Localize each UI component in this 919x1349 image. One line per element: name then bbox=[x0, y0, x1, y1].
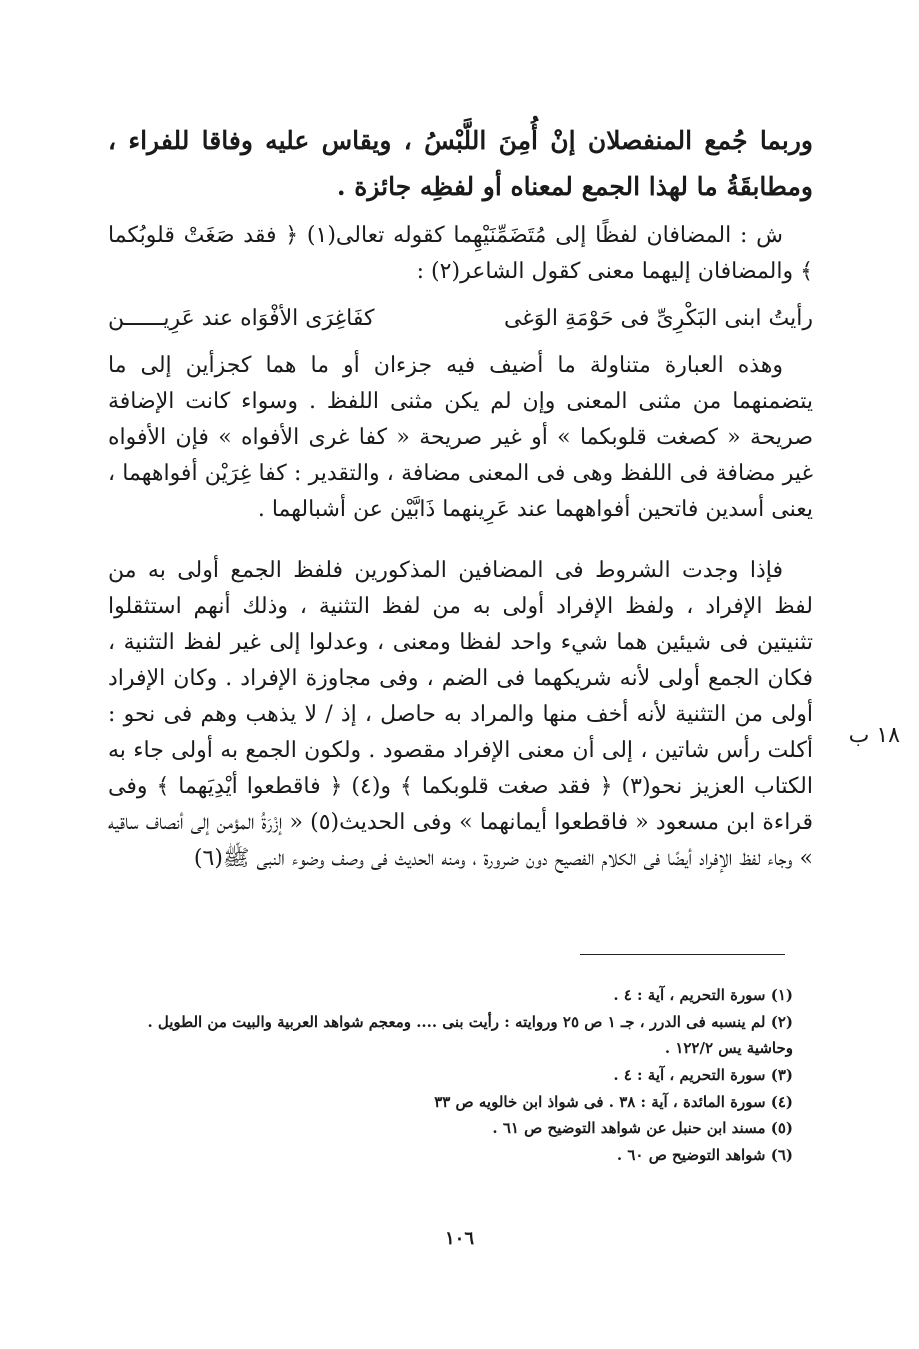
verse-second-hemistich: كفَاغِرَى الأفْوَاه عند عَرِيــــــن bbox=[108, 306, 375, 331]
footnote-separator bbox=[580, 954, 785, 955]
ibara-paragraph: وهذه العبارة متناولة ما أضيف فيه جزءان أو ما هما كجزأين إلى ما يتضمنهما من مثنى المعنى وإن لم يكن مثنى اللفظ . وسواء كانت الإضافة صريحة « كصغت قلوبكما » أو غير صريحة « كفا غرى الأفواه » فإن الأفواه غير مضافة فى اللفظ وهى فى المعنى مضافة ، والتقدير : كفا غِرَيْن أفواههما ، يعنى أسدين فاتحين أفواههما عند عَرِينهما ذَابَّيْن عن أشبالهما . bbox=[108, 353, 813, 522]
manuscript-folio-note: ١٨ ب bbox=[848, 723, 900, 748]
fa-idha-paragraph: فإذا وجدت الشروط فى المضافين المذكورين فلفظ الجمع أولى به من لفظ الإفراد ، ولفظ الإفراد أولى به من لفظ التثنية ، وذلك أنهم استثقلوا تثنيتين فى شيئين هما شيء واحد لفظا ومعنى ، وعدلوا إلى غير لفظ التثنية ، فكان الجمع أولى لأنه شريكهما فى الضم ، وفى مجاوزة الإفراد . وكان الإفراد أولى من التثنية لأنه أخف منها والمراد به حاصل ، إذ / لا يذهب وهم فى نحو : أكلت رأس شاتين ، إلى أن معنى الإفراد مقصود . ولكون الجمع به أولى جاء به الكتاب العزيز نحو(٣) ﴿ فقد صغت قلوبكما ﴾ و(٤) ﴿ فاقطعوا أيْدِيَهما ﴾ وفى قراءة ابن مسعود « فاقطعوا أيمانهما » وفى الحديث(٥) « إزْرَةُ المؤمن إلى أنصاف ساقيه » وجاء لفظ الإفراد أيضًا فى الكلام الفصيح دون ضرورة ، ومنه الحديث فى وصف وضوء النبى ﷺ(٦) bbox=[108, 558, 813, 871]
footnote-4: (٤) سورة المائدة ، آية : ٣٨ . فى شواذ ابن خالويه ص ٣٣ bbox=[434, 1093, 793, 1111]
sharh-paragraph: ش : المضافان لفظًا إلى مُتَضَمِّنَيْهِما كقوله تعالى(١) ﴿ فقد صَغَتْ قلوبُكما ﴾ والمضافان إليهما معنى كقول الشاعر(٢) : bbox=[108, 223, 813, 284]
verse-first-hemistich: رأيتُ ابنى البَكْرِىِّ فى حَوْمَةِ الوَغى bbox=[503, 306, 813, 331]
footnote-2: (٢) لم ينسبه فى الدرر ، جـ ١ ص ٢٥ وروايته : رأيت بنى .... ومعجم شواهد العربية والبيت من الطويل . bbox=[147, 1013, 793, 1031]
poetry-verse bbox=[108, 299, 813, 339]
footnote-6: (٦) شواهد التوضيح ص ٦٠ . bbox=[616, 1146, 793, 1164]
bold-rule-paragraph: وربما جُمع المنفصلان إنْ أُمِنَ اللَّبْسُ ، ويقاس عليه وفاقا للفراء ، ومطابقَةُ ما لهذا الجمع لمعناه أو لفظِه جائزة . bbox=[108, 126, 813, 201]
footnote-2-continued: وحاشية يس ١٢٢/٢ . bbox=[664, 1039, 793, 1057]
footnote-3: (٣) سورة التحريم ، آية : ٤ . bbox=[613, 1066, 793, 1084]
footnote-5: (٥) مسند ابن حنبل عن شواهد التوضيح ص ٦١ . bbox=[492, 1119, 793, 1137]
footnote-1: (١) سورة التحريم ، آية : ٤ . bbox=[613, 986, 793, 1004]
page-number: ١٠٦ bbox=[444, 1228, 474, 1249]
